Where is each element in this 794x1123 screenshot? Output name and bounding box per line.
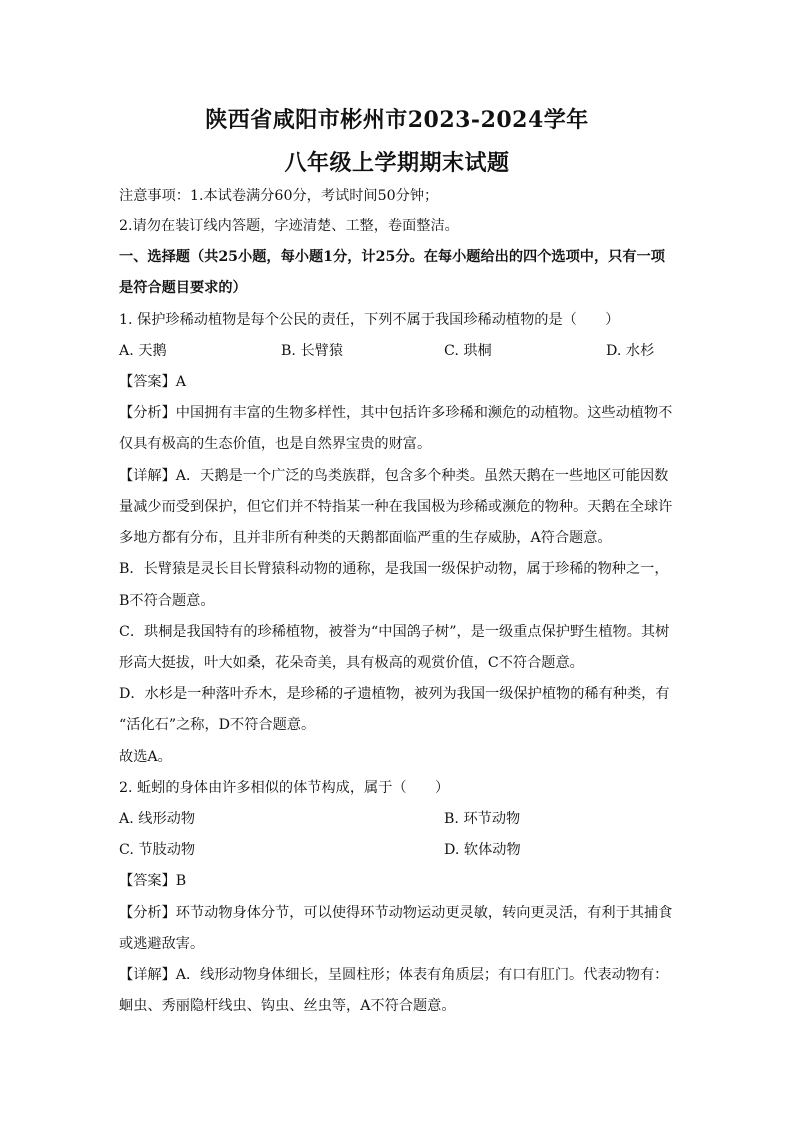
detail-line: 【详解】A．线形动物身体细长，呈圆柱形；体表有角质层；有口有肛门。代表动物有： — [119, 967, 669, 983]
detail-line: C．珙桐是我国特有的珍稀植物，被誉为“中国鸽子树”，是一级重点保护野生植物。其树 — [119, 624, 670, 640]
detail-line: 形高大挺拔，叶大如桑，花朵奇美，具有极高的观赏价值，C不符合题意。 — [119, 655, 584, 671]
notes-line: 注意事项：1.本试卷满分60分，考试时间50分钟； — [119, 188, 439, 204]
section-heading: 一、选择题（共25小题，每小题1分，计25分。在每小题给出的四个选项中，只有一项 — [119, 249, 665, 265]
detail-line: 量减少而受到保护，但它们并不特指某一种在我国极为珍稀或濒危的物种。天鹅在全球许 — [119, 499, 673, 515]
option-a: A. 天鹅 — [119, 343, 167, 359]
page-subtitle: 八年级上学期期末试题 — [284, 150, 510, 176]
option-a: A. 线形动物 — [119, 811, 196, 827]
detail-line: D．水杉是一种落叶乔木，是珍稀的孑遗植物，被列为我国一级保护植物的稀有种类，有 — [119, 686, 670, 702]
option-c: C. 节肢动物 — [119, 842, 196, 858]
analysis-line: 仅具有极高的生态价值，也是自然界宝贵的财富。 — [119, 436, 432, 452]
page-title: 陕西省咸阳市彬州市2023-2024学年 — [205, 107, 589, 133]
answer-line: 【答案】A — [119, 374, 186, 390]
option-d: D. 水杉 — [606, 343, 655, 359]
analysis-line: 或逃避敌害。 — [119, 936, 205, 952]
option-b: B. 环节动物 — [444, 811, 521, 827]
detail-line: 蛔虫、秀丽隐杆线虫、钩虫、丝虫等，A不符合题意。 — [119, 998, 456, 1014]
detail-line: B．长臂猿是灵长目长臂猿科动物的通称，是我国一级保护动物，属于珍稀的物种之一， — [119, 561, 669, 577]
detail-line: 多地方都有分布，且并非所有种类的天鹅都面临严重的生存威胁，A符合题意。 — [119, 530, 612, 546]
detail-line: 故选A。 — [119, 749, 172, 765]
analysis-line: 【分析】环节动物身体分节，可以使得环节动物运动更灵敏，转向更灵活，有利于其捕食 — [119, 905, 673, 921]
question-stem: 2. 蚯蚓的身体由许多相似的体节构成，属于（ ） — [119, 780, 450, 796]
answer-line: 【答案】B — [119, 873, 187, 889]
detail-line: “活化石”之称，D不符合题意。 — [119, 717, 316, 733]
detail-line: B不符合题意。 — [119, 593, 215, 609]
question-stem: 1. 保护珍稀动植物是每个公民的责任，下列不属于我国珍稀动植物的是（ ） — [119, 312, 620, 328]
option-b: B. 长臂猿 — [281, 343, 344, 359]
detail-line: 【详解】A．天鹅是一个广泛的鸟类族群，包含多个种类。虽然天鹅在一些地区可能因数 — [119, 468, 669, 484]
analysis-line: 【分析】中国拥有丰富的生物多样性，其中包括许多珍稀和濒危的动植物。这些动植物不 — [119, 405, 673, 421]
section-heading: 是符合题目要求的） — [119, 280, 247, 296]
option-c: C. 珙桐 — [444, 343, 492, 359]
notes-line: 2.请勿在装订线内答题，字迹清楚、工整，卷面整洁。 — [119, 218, 459, 234]
option-d: D. 软体动物 — [444, 842, 521, 858]
